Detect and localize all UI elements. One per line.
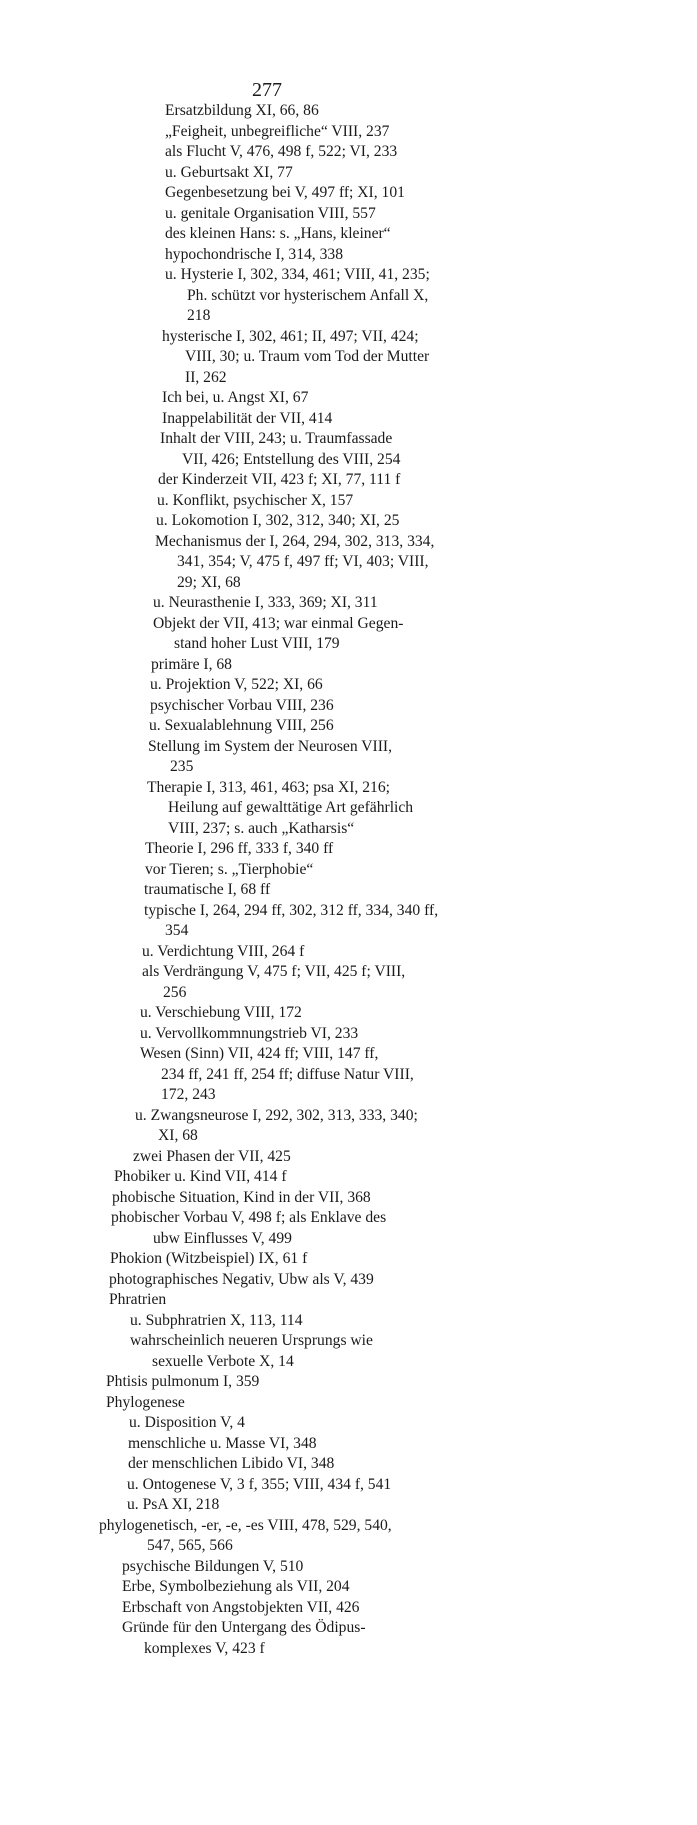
index-line: Inappelabilität der VII, 414 <box>162 409 333 427</box>
index-line: 354 <box>165 922 189 939</box>
index-line: der Kinderzeit VII, 423 f; XI, 77, 111 f <box>158 471 401 488</box>
index-line: hypochondrische I, 314, 338 <box>165 245 343 263</box>
index-line: VIII, 30; u. Traum vom Tod der Mutter <box>185 348 430 365</box>
index-line: Phobiker u. Kind VII, 414 f <box>114 1168 287 1185</box>
index-line: hysterische I, 302, 461; II, 497; VII, 424; <box>162 327 419 345</box>
index-line: psychischer Vorbau VIII, 236 <box>150 696 334 714</box>
index-line: Theorie I, 296 ff, 333 f, 340 ff <box>145 840 334 857</box>
index-line: Therapie I, 313, 461, 463; psa XI, 216; <box>147 778 390 796</box>
index-line: u. Verschiebung VIII, 172 <box>140 1004 302 1021</box>
index-line: wahrscheinlich neueren Ursprungs wie <box>130 1332 373 1349</box>
index-line: 235 <box>170 758 194 775</box>
index-line: Ersatzbildung XI, 66, 86 <box>165 102 319 119</box>
index-line: u. Ontogenese V, 3 f, 355; VIII, 434 f, 541 <box>127 1475 392 1493</box>
index-line: 29; XI, 68 <box>177 573 241 591</box>
index-line: 172, 243 <box>161 1086 216 1103</box>
index-line: u. Zwangsneurose I, 292, 302, 313, 333, 340; <box>135 1106 418 1124</box>
index-line: primäre I, 68 <box>151 655 232 673</box>
index-line: traumatische I, 68 ff <box>144 881 271 898</box>
page-number: 277 <box>252 79 282 101</box>
index-line: Stellung im System der Neurosen VIII, <box>148 737 392 755</box>
index-line: phobische Situation, Kind in der VII, 368 <box>112 1188 371 1206</box>
index-line: der menschlichen Libido VI, 348 <box>128 1455 335 1472</box>
index-line: u. Neurasthenie I, 333, 369; XI, 311 <box>153 594 378 611</box>
index-line: u. PsA XI, 218 <box>127 1496 220 1513</box>
index-line: Phtisis pulmonum I, 359 <box>106 1373 260 1390</box>
index-line: photographisches Negativ, Ubw als V, 439 <box>109 1270 374 1288</box>
index-line: 341, 354; V, 475 f, 497 ff; VI, 403; VIII, <box>177 553 429 570</box>
index-line: XI, 68 <box>158 1127 198 1144</box>
index-line: zwei Phasen der VII, 425 <box>133 1147 291 1165</box>
index-line: II, 262 <box>185 368 227 386</box>
index-line: Wesen (Sinn) VII, 424 ff; VIII, 147 ff, <box>140 1045 379 1062</box>
index-line: 547, 565, 566 <box>147 1537 233 1554</box>
index-line: phobischer Vorbau V, 498 f; als Enklave des <box>111 1209 387 1226</box>
index-line: vor Tieren; s. „Tierphobie“ <box>145 860 314 878</box>
index-line: typische I, 264, 294 ff, 302, 312 ff, 334, 340 ff, <box>144 901 439 919</box>
index-line: Gegenbesetzung bei V, 497 ff; XI, 101 <box>165 184 405 201</box>
index-line: u. Vervollkommnungstrieb VI, 233 <box>140 1024 359 1042</box>
index-line: des kleinen Hans: s. „Hans, kleiner“ <box>165 225 391 242</box>
index-line: Inhalt der VIII, 243; u. Traumfassade <box>160 430 393 447</box>
index-line: psychische Bildungen V, 510 <box>122 1557 304 1575</box>
index-line: 218 <box>187 307 211 324</box>
index-line: Phokion (Witzbeispiel) IX, 61 f <box>110 1250 308 1267</box>
index-line: u. Sexualablehnung VIII, 256 <box>149 717 334 734</box>
index-line: u. Hysterie I, 302, 334, 461; VIII, 41, 235; <box>165 266 430 283</box>
index-line: VII, 426; Entstellung des VIII, 254 <box>182 450 401 468</box>
index-line: menschliche u. Masse VI, 348 <box>128 1434 317 1452</box>
index-line: VIII, 237; s. auch „Katharsis“ <box>168 819 355 837</box>
index-line: als Verdrängung V, 475 f; VII, 425 f; VIII, <box>142 963 406 980</box>
index-line: 234 ff, 241 ff, 254 ff; diffuse Natur VIII, <box>161 1065 414 1083</box>
index-line: Heilung auf gewalttätige Art gefährlich <box>168 799 414 816</box>
index-line: 256 <box>163 983 187 1001</box>
index-line: u. Geburtsakt XI, 77 <box>165 163 293 181</box>
index-line: als Flucht V, 476, 498 f, 522; VI, 233 <box>165 143 398 160</box>
index-line: Objekt der VII, 413; war einmal Gegen- <box>153 614 404 632</box>
index-line: komplexes V, 423 f <box>144 1639 265 1657</box>
index-line: ubw Einflusses V, 499 <box>153 1229 292 1247</box>
index-line: u. Lokomotion I, 302, 312, 340; XI, 25 <box>156 512 400 529</box>
index-line: Ich bei, u. Angst XI, 67 <box>162 389 309 406</box>
index-line: Erbschaft von Angstobjekten VII, 426 <box>122 1598 360 1616</box>
index-line: phylogenetisch, -er, -e, -es VIII, 478, 529, 540, <box>99 1516 392 1534</box>
index-line: sexuelle Verbote X, 14 <box>152 1352 294 1370</box>
index-line: u. Subphratrien X, 113, 114 <box>130 1311 303 1329</box>
index-line: u. Verdichtung VIII, 264 f <box>142 942 305 960</box>
index-line: Erbe, Symbolbeziehung als VII, 204 <box>122 1578 350 1595</box>
index-line: Phylogenese <box>106 1393 185 1411</box>
index-line: „Feigheit, unbegreifliche“ VIII, 237 <box>165 122 390 140</box>
index-line: stand hoher Lust VIII, 179 <box>174 635 340 652</box>
index-line: Ph. schützt vor hysterischem Anfall X, <box>187 286 429 304</box>
index-line: u. genitale Organisation VIII, 557 <box>165 204 376 222</box>
index-line: Mechanismus der I, 264, 294, 302, 313, 334, <box>155 532 435 550</box>
index-line: u. Disposition V, 4 <box>129 1414 245 1431</box>
index-line: u. Projektion V, 522; XI, 66 <box>150 676 323 693</box>
index-line: u. Konflikt, psychischer X, 157 <box>157 491 354 509</box>
index-line: Gründe für den Untergang des Ödipus- <box>122 1619 366 1636</box>
index-line: Phratrien <box>109 1291 167 1308</box>
